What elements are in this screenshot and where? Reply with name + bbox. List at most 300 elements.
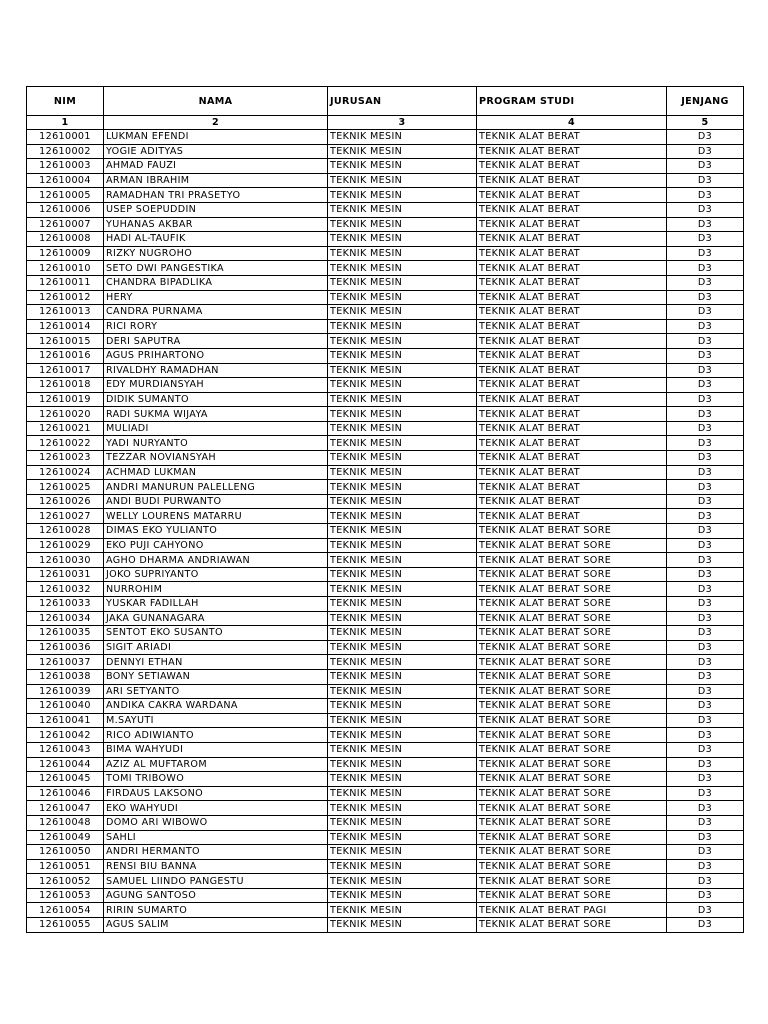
jurusan-cell: TEKNIK MESIN <box>328 363 477 378</box>
program-studi-cell: TEKNIK ALAT BERAT <box>477 451 667 466</box>
jurusan-cell: TEKNIK MESIN <box>328 713 477 728</box>
table-row <box>27 319 744 334</box>
nama-cell: USEP SOEPUDDIN <box>104 202 328 217</box>
table-row <box>27 509 744 524</box>
table-row <box>27 538 744 553</box>
program-studi-cell: TEKNIK ALAT BERAT <box>477 319 667 334</box>
jenjang-cell: D3 <box>667 494 744 509</box>
table-row <box>27 363 744 378</box>
table-row <box>27 655 744 670</box>
nama-cell: AGUNG SANTOSO <box>104 888 328 903</box>
jenjang-cell: D3 <box>667 772 744 787</box>
nim-cell: 12610050 <box>27 845 104 860</box>
header-row <box>27 87 744 116</box>
nim-cell: 12610008 <box>27 232 104 247</box>
jurusan-cell: TEKNIK MESIN <box>328 918 477 933</box>
nama-cell: AHMAD FAUZI <box>104 159 328 174</box>
header-jurusan: JURUSAN <box>328 87 477 116</box>
program-studi-cell: TEKNIK ALAT BERAT SORE <box>477 669 667 684</box>
nama-cell: EKO PUJI CAHYONO <box>104 538 328 553</box>
jenjang-cell: D3 <box>667 275 744 290</box>
jenjang-cell: D3 <box>667 217 744 232</box>
nama-cell: RIRIN SUMARTO <box>104 903 328 918</box>
nama-cell: ARI SETYANTO <box>104 684 328 699</box>
jenjang-cell: D3 <box>667 363 744 378</box>
column-number: 4 <box>477 116 667 130</box>
nama-cell: NURROHIM <box>104 582 328 597</box>
jurusan-cell: TEKNIK MESIN <box>328 845 477 860</box>
table-row <box>27 626 744 641</box>
nama-cell: AZIZ AL MUFTAROM <box>104 757 328 772</box>
jenjang-cell: D3 <box>667 188 744 203</box>
nama-cell: DOMO ARI WIBOWO <box>104 815 328 830</box>
nim-cell: 12610055 <box>27 918 104 933</box>
jurusan-cell: TEKNIK MESIN <box>328 582 477 597</box>
jenjang-cell: D3 <box>667 815 744 830</box>
jenjang-cell: D3 <box>667 202 744 217</box>
table-row <box>27 261 744 276</box>
nim-cell: 12610040 <box>27 699 104 714</box>
program-studi-cell: TEKNIK ALAT BERAT <box>477 436 667 451</box>
jenjang-cell: D3 <box>667 684 744 699</box>
table-row <box>27 801 744 816</box>
jurusan-cell: TEKNIK MESIN <box>328 859 477 874</box>
jurusan-cell: TEKNIK MESIN <box>328 553 477 568</box>
nama-cell: JOKO SUPRIYANTO <box>104 567 328 582</box>
table-row <box>27 713 744 728</box>
table-row <box>27 246 744 261</box>
nim-cell: 12610036 <box>27 640 104 655</box>
table-row <box>27 888 744 903</box>
jurusan-cell: TEKNIK MESIN <box>328 815 477 830</box>
jurusan-cell: TEKNIK MESIN <box>328 524 477 539</box>
program-studi-cell: TEKNIK ALAT BERAT <box>477 392 667 407</box>
nim-cell: 12610035 <box>27 626 104 641</box>
table-row <box>27 305 744 320</box>
jurusan-cell: TEKNIK MESIN <box>328 202 477 217</box>
jurusan-cell: TEKNIK MESIN <box>328 392 477 407</box>
nim-cell: 12610015 <box>27 334 104 349</box>
header-nim: NIM <box>27 87 104 116</box>
nim-cell: 12610016 <box>27 348 104 363</box>
table-row <box>27 421 744 436</box>
table-row <box>27 494 744 509</box>
jurusan-cell: TEKNIK MESIN <box>328 334 477 349</box>
nama-cell: RAMADHAN TRI PRASETYO <box>104 188 328 203</box>
nama-cell: MULIADI <box>104 421 328 436</box>
nama-cell: YUHANAS AKBAR <box>104 217 328 232</box>
nama-cell: AGHO DHARMA ANDRIAWAN <box>104 553 328 568</box>
jenjang-cell: D3 <box>667 290 744 305</box>
table-row <box>27 903 744 918</box>
nim-cell: 12610038 <box>27 669 104 684</box>
table-row <box>27 728 744 743</box>
jurusan-cell: TEKNIK MESIN <box>328 509 477 524</box>
jenjang-cell: D3 <box>667 742 744 757</box>
jenjang-cell: D3 <box>667 334 744 349</box>
jurusan-cell: TEKNIK MESIN <box>328 451 477 466</box>
table-row <box>27 669 744 684</box>
nama-cell: WELLY LOURENS MATARRU <box>104 509 328 524</box>
jurusan-cell: TEKNIK MESIN <box>328 436 477 451</box>
nim-cell: 12610024 <box>27 465 104 480</box>
table-row <box>27 144 744 159</box>
jenjang-cell: D3 <box>667 261 744 276</box>
table-row <box>27 582 744 597</box>
header-program-studi: PROGRAM STUDI <box>477 87 667 116</box>
nama-cell: FIRDAUS LAKSONO <box>104 786 328 801</box>
nim-cell: 12610033 <box>27 597 104 612</box>
program-studi-cell: TEKNIK ALAT BERAT SORE <box>477 567 667 582</box>
jurusan-cell: TEKNIK MESIN <box>328 261 477 276</box>
nim-cell: 12610043 <box>27 742 104 757</box>
nim-cell: 12610002 <box>27 144 104 159</box>
jurusan-cell: TEKNIK MESIN <box>328 684 477 699</box>
table-row <box>27 786 744 801</box>
jurusan-cell: TEKNIK MESIN <box>328 538 477 553</box>
jurusan-cell: TEKNIK MESIN <box>328 801 477 816</box>
program-studi-cell: TEKNIK ALAT BERAT <box>477 275 667 290</box>
nim-cell: 12610028 <box>27 524 104 539</box>
nim-cell: 12610052 <box>27 874 104 889</box>
nama-cell: M.SAYUTI <box>104 713 328 728</box>
jurusan-cell: TEKNIK MESIN <box>328 611 477 626</box>
jenjang-cell: D3 <box>667 553 744 568</box>
nim-cell: 12610037 <box>27 655 104 670</box>
table-row <box>27 378 744 393</box>
jurusan-cell: TEKNIK MESIN <box>328 874 477 889</box>
jenjang-cell: D3 <box>667 480 744 495</box>
jurusan-cell: TEKNIK MESIN <box>328 640 477 655</box>
nim-cell: 12610017 <box>27 363 104 378</box>
table-row <box>27 217 744 232</box>
jenjang-cell: D3 <box>667 246 744 261</box>
program-studi-cell: TEKNIK ALAT BERAT <box>477 348 667 363</box>
jenjang-cell: D3 <box>667 173 744 188</box>
jurusan-cell: TEKNIK MESIN <box>328 144 477 159</box>
program-studi-cell: TEKNIK ALAT BERAT SORE <box>477 611 667 626</box>
nim-cell: 12610006 <box>27 202 104 217</box>
nama-cell: SENTOT EKO SUSANTO <box>104 626 328 641</box>
table-row <box>27 742 744 757</box>
jurusan-cell: TEKNIK MESIN <box>328 173 477 188</box>
program-studi-cell: TEKNIK ALAT BERAT SORE <box>477 742 667 757</box>
table-row <box>27 845 744 860</box>
nama-cell: JAKA GUNANAGARA <box>104 611 328 626</box>
table-row <box>27 465 744 480</box>
jenjang-cell: D3 <box>667 611 744 626</box>
jenjang-cell: D3 <box>667 582 744 597</box>
table-row <box>27 684 744 699</box>
nim-cell: 12610019 <box>27 392 104 407</box>
nama-cell: BIMA WAHYUDI <box>104 742 328 757</box>
jenjang-cell: D3 <box>667 436 744 451</box>
program-studi-cell: TEKNIK ALAT BERAT <box>477 421 667 436</box>
jurusan-cell: TEKNIK MESIN <box>328 597 477 612</box>
program-studi-cell: TEKNIK ALAT BERAT SORE <box>477 538 667 553</box>
nama-cell: RIVALDHY RAMADHAN <box>104 363 328 378</box>
jurusan-cell: TEKNIK MESIN <box>328 830 477 845</box>
jurusan-cell: TEKNIK MESIN <box>328 888 477 903</box>
nama-cell: LUKMAN EFENDI <box>104 130 328 145</box>
nama-cell: YOGIE ADITYAS <box>104 144 328 159</box>
table-row <box>27 451 744 466</box>
program-studi-cell: TEKNIK ALAT BERAT <box>477 407 667 422</box>
program-studi-cell: TEKNIK ALAT BERAT SORE <box>477 830 667 845</box>
jenjang-cell: D3 <box>667 713 744 728</box>
jenjang-cell: D3 <box>667 888 744 903</box>
nim-cell: 12610032 <box>27 582 104 597</box>
nama-cell: TEZZAR NOVIANSYAH <box>104 451 328 466</box>
jurusan-cell: TEKNIK MESIN <box>328 130 477 145</box>
jenjang-cell: D3 <box>667 378 744 393</box>
nim-cell: 12610029 <box>27 538 104 553</box>
nim-cell: 12610053 <box>27 888 104 903</box>
program-studi-cell: TEKNIK ALAT BERAT <box>477 202 667 217</box>
table-row <box>27 290 744 305</box>
table-row <box>27 699 744 714</box>
table-row <box>27 334 744 349</box>
nama-cell: BONY SETIAWAN <box>104 669 328 684</box>
jurusan-cell: TEKNIK MESIN <box>328 669 477 684</box>
nama-cell: ACHMAD LUKMAN <box>104 465 328 480</box>
jurusan-cell: TEKNIK MESIN <box>328 319 477 334</box>
header-jenjang: JENJANG <box>667 87 744 116</box>
jurusan-cell: TEKNIK MESIN <box>328 188 477 203</box>
program-studi-cell: TEKNIK ALAT BERAT SORE <box>477 874 667 889</box>
table-row <box>27 553 744 568</box>
nama-cell: DENNYI ETHAN <box>104 655 328 670</box>
jurusan-cell: TEKNIK MESIN <box>328 742 477 757</box>
jenjang-cell: D3 <box>667 626 744 641</box>
program-studi-cell: TEKNIK ALAT BERAT <box>477 246 667 261</box>
nim-cell: 12610026 <box>27 494 104 509</box>
program-studi-cell: TEKNIK ALAT BERAT SORE <box>477 553 667 568</box>
nim-cell: 12610009 <box>27 246 104 261</box>
nama-cell: ANDRI MANURUN PALELLENG <box>104 480 328 495</box>
program-studi-cell: TEKNIK ALAT BERAT <box>477 363 667 378</box>
nama-cell: EKO WAHYUDI <box>104 801 328 816</box>
table-row <box>27 480 744 495</box>
program-studi-cell: TEKNIK ALAT BERAT SORE <box>477 524 667 539</box>
program-studi-cell: TEKNIK ALAT BERAT SORE <box>477 640 667 655</box>
jurusan-cell: TEKNIK MESIN <box>328 772 477 787</box>
program-studi-cell: TEKNIK ALAT BERAT SORE <box>477 815 667 830</box>
jurusan-cell: TEKNIK MESIN <box>328 626 477 641</box>
program-studi-cell: TEKNIK ALAT BERAT SORE <box>477 888 667 903</box>
nim-cell: 12610022 <box>27 436 104 451</box>
program-studi-cell: TEKNIK ALAT BERAT SORE <box>477 626 667 641</box>
jurusan-cell: TEKNIK MESIN <box>328 159 477 174</box>
table-row <box>27 407 744 422</box>
program-studi-cell: TEKNIK ALAT BERAT SORE <box>477 859 667 874</box>
jenjang-cell: D3 <box>667 918 744 933</box>
program-studi-cell: TEKNIK ALAT BERAT SORE <box>477 757 667 772</box>
jenjang-cell: D3 <box>667 801 744 816</box>
program-studi-cell: TEKNIK ALAT BERAT <box>477 130 667 145</box>
nama-cell: ANDRI HERMANTO <box>104 845 328 860</box>
nama-cell: SETO DWI PANGESTIKA <box>104 261 328 276</box>
nim-cell: 12610039 <box>27 684 104 699</box>
jurusan-cell: TEKNIK MESIN <box>328 567 477 582</box>
nim-cell: 12610046 <box>27 786 104 801</box>
jurusan-cell: TEKNIK MESIN <box>328 421 477 436</box>
jenjang-cell: D3 <box>667 451 744 466</box>
header-nama: NAMA <box>104 87 328 116</box>
nim-cell: 12610007 <box>27 217 104 232</box>
nama-cell: ARMAN IBRAHIM <box>104 173 328 188</box>
program-studi-cell: TEKNIK ALAT BERAT SORE <box>477 786 667 801</box>
program-studi-cell: TEKNIK ALAT BERAT <box>477 232 667 247</box>
table-row <box>27 815 744 830</box>
jenjang-cell: D3 <box>667 407 744 422</box>
jurusan-cell: TEKNIK MESIN <box>328 246 477 261</box>
nama-cell: RICO ADIWIANTO <box>104 728 328 743</box>
table-row <box>27 173 744 188</box>
program-studi-cell: TEKNIK ALAT BERAT SORE <box>477 845 667 860</box>
jenjang-cell: D3 <box>667 159 744 174</box>
program-studi-cell: TEKNIK ALAT BERAT <box>477 509 667 524</box>
nama-cell: SIGIT ARIADI <box>104 640 328 655</box>
nama-cell: AGUS PRIHARTONO <box>104 348 328 363</box>
table-header <box>27 87 744 130</box>
jenjang-cell: D3 <box>667 786 744 801</box>
jenjang-cell: D3 <box>667 524 744 539</box>
jurusan-cell: TEKNIK MESIN <box>328 786 477 801</box>
nim-cell: 12610047 <box>27 801 104 816</box>
program-studi-cell: TEKNIK ALAT BERAT SORE <box>477 684 667 699</box>
jenjang-cell: D3 <box>667 348 744 363</box>
nama-cell: RENSI BIU BANNA <box>104 859 328 874</box>
nama-cell: DIDIK SUMANTO <box>104 392 328 407</box>
column-number: 1 <box>27 116 104 130</box>
nama-cell: RADI SUKMA WIJAYA <box>104 407 328 422</box>
nama-cell: ANDIKA CAKRA WARDANA <box>104 699 328 714</box>
jurusan-cell: TEKNIK MESIN <box>328 407 477 422</box>
program-studi-cell: TEKNIK ALAT BERAT SORE <box>477 655 667 670</box>
jurusan-cell: TEKNIK MESIN <box>328 728 477 743</box>
jenjang-cell: D3 <box>667 567 744 582</box>
program-studi-cell: TEKNIK ALAT BERAT <box>477 173 667 188</box>
nim-cell: 12610025 <box>27 480 104 495</box>
jenjang-cell: D3 <box>667 144 744 159</box>
jurusan-cell: TEKNIK MESIN <box>328 378 477 393</box>
jenjang-cell: D3 <box>667 903 744 918</box>
jurusan-cell: TEKNIK MESIN <box>328 494 477 509</box>
program-studi-cell: TEKNIK ALAT BERAT <box>477 378 667 393</box>
jurusan-cell: TEKNIK MESIN <box>328 290 477 305</box>
program-studi-cell: TEKNIK ALAT BERAT SORE <box>477 728 667 743</box>
jenjang-cell: D3 <box>667 874 744 889</box>
table-row <box>27 874 744 889</box>
table-row <box>27 597 744 612</box>
table-row <box>27 772 744 787</box>
jurusan-cell: TEKNIK MESIN <box>328 348 477 363</box>
nama-cell: HERY <box>104 290 328 305</box>
program-studi-cell: TEKNIK ALAT BERAT SORE <box>477 772 667 787</box>
jenjang-cell: D3 <box>667 597 744 612</box>
jenjang-cell: D3 <box>667 640 744 655</box>
column-number: 3 <box>328 116 477 130</box>
jenjang-cell: D3 <box>667 319 744 334</box>
table-row <box>27 757 744 772</box>
jurusan-cell: TEKNIK MESIN <box>328 465 477 480</box>
nim-cell: 12610049 <box>27 830 104 845</box>
program-studi-cell: TEKNIK ALAT BERAT SORE <box>477 582 667 597</box>
jurusan-cell: TEKNIK MESIN <box>328 305 477 320</box>
program-studi-cell: TEKNIK ALAT BERAT <box>477 465 667 480</box>
program-studi-cell: TEKNIK ALAT BERAT <box>477 334 667 349</box>
column-number-row <box>27 116 744 130</box>
nim-cell: 12610054 <box>27 903 104 918</box>
program-studi-cell: TEKNIK ALAT BERAT <box>477 480 667 495</box>
table-row <box>27 159 744 174</box>
jenjang-cell: D3 <box>667 130 744 145</box>
table-row <box>27 130 744 145</box>
program-studi-cell: TEKNIK ALAT BERAT <box>477 188 667 203</box>
program-studi-cell: TEKNIK ALAT BERAT SORE <box>477 801 667 816</box>
table-row <box>27 188 744 203</box>
table-row <box>27 232 744 247</box>
jurusan-cell: TEKNIK MESIN <box>328 655 477 670</box>
nim-cell: 12610034 <box>27 611 104 626</box>
program-studi-cell: TEKNIK ALAT BERAT <box>477 494 667 509</box>
nama-cell: YUSKAR FADILLAH <box>104 597 328 612</box>
nama-cell: CANDRA PURNAMA <box>104 305 328 320</box>
nim-cell: 12610004 <box>27 173 104 188</box>
program-studi-cell: TEKNIK ALAT BERAT SORE <box>477 597 667 612</box>
jurusan-cell: TEKNIK MESIN <box>328 903 477 918</box>
nim-cell: 12610012 <box>27 290 104 305</box>
nim-cell: 12610011 <box>27 275 104 290</box>
jurusan-cell: TEKNIK MESIN <box>328 757 477 772</box>
nim-cell: 12610013 <box>27 305 104 320</box>
jurusan-cell: TEKNIK MESIN <box>328 699 477 714</box>
nim-cell: 12610042 <box>27 728 104 743</box>
column-number: 5 <box>667 116 744 130</box>
student-table <box>26 86 744 933</box>
nim-cell: 12610031 <box>27 567 104 582</box>
program-studi-cell: TEKNIK ALAT BERAT <box>477 217 667 232</box>
table-row <box>27 524 744 539</box>
jurusan-cell: TEKNIK MESIN <box>328 480 477 495</box>
nama-cell: ANDI BUDI PURWANTO <box>104 494 328 509</box>
nama-cell: SAHLI <box>104 830 328 845</box>
jenjang-cell: D3 <box>667 465 744 480</box>
jenjang-cell: D3 <box>667 392 744 407</box>
table-row <box>27 348 744 363</box>
nim-cell: 12610023 <box>27 451 104 466</box>
table-row <box>27 567 744 582</box>
program-studi-cell: TEKNIK ALAT BERAT <box>477 144 667 159</box>
table-row <box>27 830 744 845</box>
nim-cell: 12610014 <box>27 319 104 334</box>
table-body <box>27 130 744 933</box>
column-number: 2 <box>104 116 328 130</box>
nama-cell: TOMI TRIBOWO <box>104 772 328 787</box>
jenjang-cell: D3 <box>667 655 744 670</box>
jenjang-cell: D3 <box>667 830 744 845</box>
table-row <box>27 859 744 874</box>
nama-cell: DIMAS EKO YULIANTO <box>104 524 328 539</box>
table-row <box>27 202 744 217</box>
jenjang-cell: D3 <box>667 305 744 320</box>
jurusan-cell: TEKNIK MESIN <box>328 217 477 232</box>
table-row <box>27 436 744 451</box>
table-row <box>27 275 744 290</box>
jenjang-cell: D3 <box>667 845 744 860</box>
nim-cell: 12610003 <box>27 159 104 174</box>
